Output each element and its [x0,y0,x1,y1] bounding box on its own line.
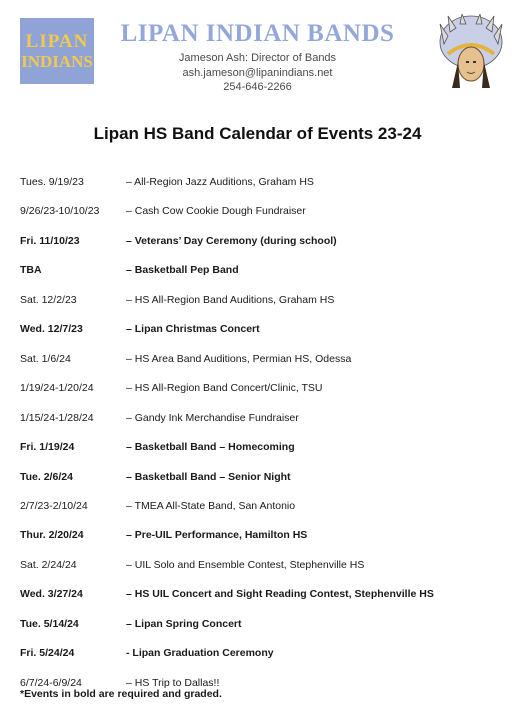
event-row [20,205,500,221]
event-date: 9/26/23-10/10/23 [20,205,100,218]
event-row [20,382,500,398]
event-date: TBA [20,264,42,277]
event-row [20,647,500,663]
event-row [20,176,500,192]
event-description: – TMEA All-State Band, San Antonio [126,499,296,512]
event-date: Tue. 2/6/24 [20,470,73,483]
event-description: – Cash Cow Cookie Dough Fundraiser [126,205,306,218]
director-line: Jameson Ash: Director of Bands [178,52,337,64]
org-title: LIPAN INDIAN BANDS [120,20,395,47]
event-description: – Basketball Band – Senior Night [126,470,291,483]
event-row [20,500,500,516]
event-description: – HS All-Region Band Auditions, Graham HS [126,293,335,306]
event-row [20,235,500,251]
event-description: – HS UIL Concert and Sight Reading Contest, Stephenville HS [126,588,434,601]
event-row [20,559,500,575]
phone-line: 254-646-2266 [223,81,292,93]
event-description: – HS All-Region Band Concert/Clinic, TSU [126,382,323,395]
event-date: 1/15/24-1/28/24 [20,411,94,424]
mascot-headdress-icon [438,14,504,90]
event-description: – Lipan Christmas Concert [126,323,260,336]
event-row [20,529,500,545]
calendar-title: Lipan HS Band Calendar of Events 23-24 [93,124,422,143]
event-row [20,441,500,457]
event-date: 2/7/23-2/10/24 [20,499,88,512]
event-description: – Basketball Pep Band [126,264,239,277]
event-date: 6/7/24-6/9/24 [20,676,82,689]
event-description: – UIL Solo and Ensemble Contest, Stephenville HS [126,558,365,571]
event-description: - Lipan Graduation Ceremony [126,647,274,660]
event-row [20,588,500,604]
event-date: Fri. 5/24/24 [20,647,75,660]
footnote: *Events in bold are required and graded. [20,688,222,700]
event-date: Tues. 9/19/23 [20,176,84,188]
event-row [20,323,500,339]
event-date: Sat. 2/24/24 [20,558,77,571]
event-description: – HS Trip to Dallas!! [126,676,220,689]
logo-text-line2: INDIANS [21,52,93,71]
event-row [20,412,500,428]
event-date: Thur. 2/20/24 [20,529,84,542]
event-description: – Pre-UIL Performance, Hamilton HS [126,529,308,542]
event-row [20,353,500,369]
event-date: Fri. 1/19/24 [20,441,75,454]
event-row [20,294,500,310]
event-date: Fri. 11/10/23 [20,234,80,247]
event-date: Wed. 3/27/24 [20,588,83,601]
event-row [20,618,500,634]
event-description: – Gandy Ink Merchandise Fundraiser [126,411,299,424]
event-description: – Veterans’ Day Ceremony (during school) [126,234,337,247]
event-date: Tue. 5/14/24 [20,617,79,630]
event-row [20,471,500,487]
event-row [20,264,500,280]
event-date: Sat. 1/6/24 [20,352,71,365]
event-description: – HS Area Band Auditions, Permian HS, Odessa [126,352,352,365]
event-date: 1/19/24-1/20/24 [20,382,94,395]
event-description: – Basketball Band – Homecoming [126,441,295,454]
event-date: Sat. 12/2/23 [20,293,77,306]
event-description: – Lipan Spring Concert [126,617,242,630]
email-line: ash.jameson@lipanindians.net [182,67,333,79]
logo-text-line1: LIPAN [25,31,89,52]
event-date: Wed. 12/7/23 [20,323,83,336]
event-description: – All-Region Jazz Auditions, Graham HS [126,176,314,188]
